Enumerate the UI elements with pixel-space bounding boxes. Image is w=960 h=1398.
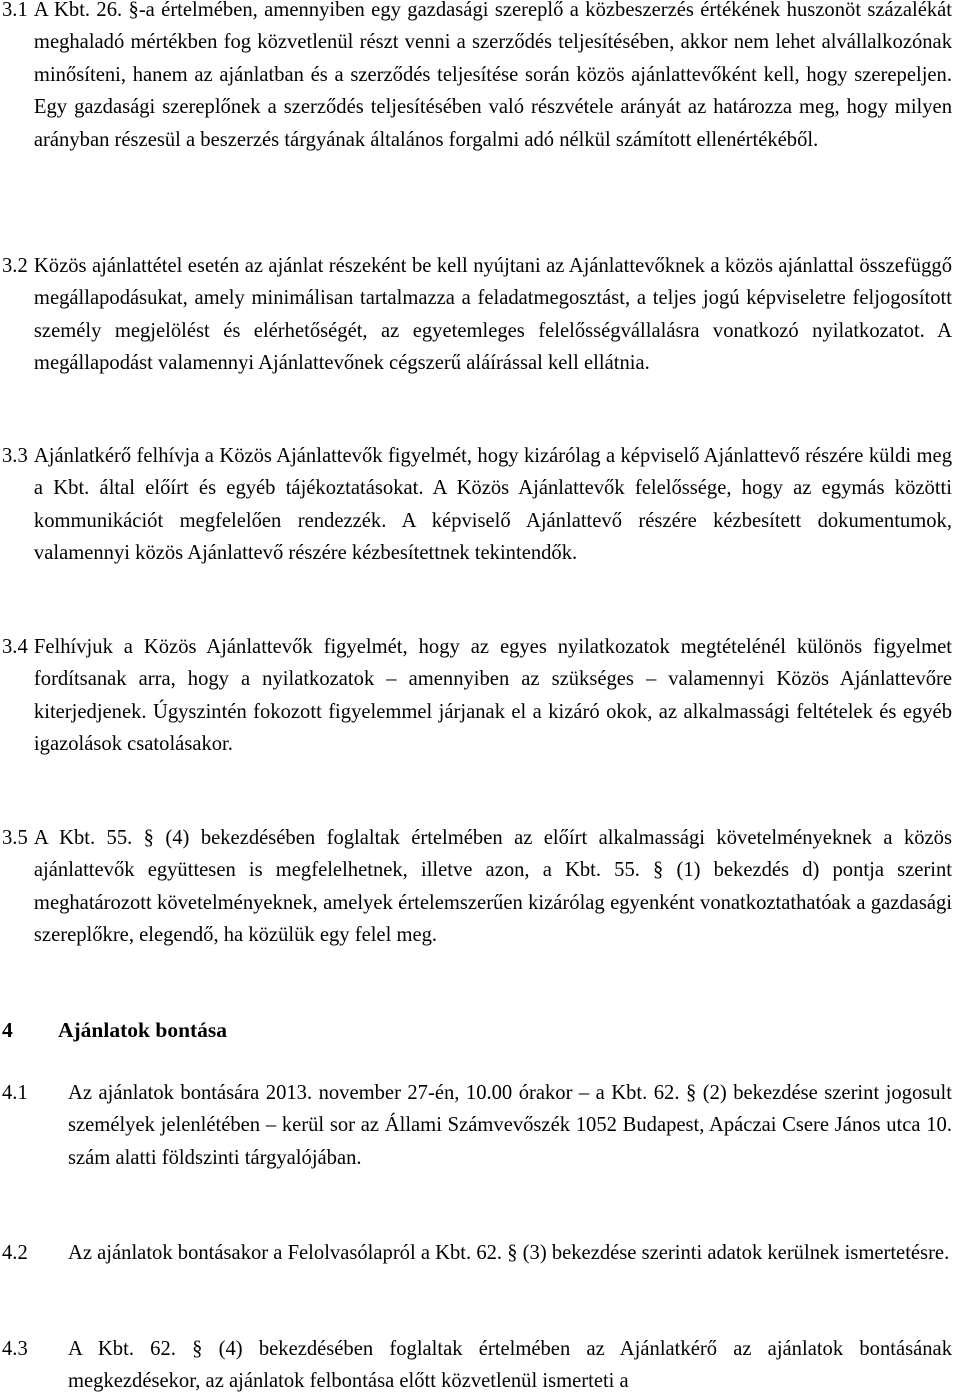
paragraph-text: A Kbt. 26. §-a értelmében, amennyiben egy gazdasági szereplő a közbeszerzés értékének huszonöt százalékát meghaladó mértékben fog közvetlenül részt venni a szerződés teljesítésében, akkor nem lehet alvállalkozónak minősíteni, hanem az ajánlatban és a szerződés teljesítése során közös ajánlattevőként kell, hogy szerepeljen. Egy gazdasági szereplőnek a szerződés teljesítésében való részvétele arányát az határozza meg, hogy milyen arányban részesül a beszerzés tárgyának általános forgalmi adó nélkül számított ellenértékéből.: [33, 0, 952, 151]
paragraph-text: Az ajánlatok bontására 2013. november 27-én, 10.00 órakor – a Kbt. 62. § (2) bekezdése szerint jogosult személyek jelenlétében – kerül sor az Állami Számvevőszék 1052 Budapest, Apáczai Csere János utca 10. szám alatti földszinti tárgyalójában.: [68, 1082, 952, 1169]
paragraph-text: Az ajánlatok bontásakor a Felolvasólapról a Kbt. 62. § (3) bekezdése szerinti adatok kerülnek ismertetésre.: [68, 1242, 950, 1264]
section-heading-4: [2, 1014, 952, 1046]
paragraph-number: 3.2: [2, 255, 28, 277]
paragraph-text: A Kbt. 62. § (4) bekezdésében foglaltak értelmében az Ajánlatkérő az ajánlatok bontásának megkezdésekor, az ajánlatok felbontása előtt közvetlenül ismerteti a: [68, 1338, 952, 1393]
paragraph-4-3: [2, 1333, 952, 1398]
paragraph-3-2: [2, 250, 952, 380]
paragraph-3-5: [2, 822, 952, 952]
paragraph-number: 3.1: [2, 0, 28, 21]
paragraph-3-4: [2, 631, 952, 761]
paragraph-3-3: [2, 440, 952, 570]
paragraph-text: Ajánlatkérő felhívja a Közös Ajánlattevők figyelmét, hogy kizárólag a képviselő Ajánlattevő részére küldi meg a Kbt. által előírt és egyéb tájékoztatásokat. A Közös Ajánlattevők felelőssége, hogy az egymás közötti kommunikációt megfelelően rendezzék. A képviselő Ajánlattevő részére kézbesített dokumentumok, valamennyi közös Ajánlattevő részére kézbesítettnek tekintendők.: [33, 445, 952, 565]
paragraph-text: Felhívjuk a Közös Ajánlattevők figyelmét, hogy az egyes nyilatkozatok megtételénél különös figyelmet fordítsanak arra, hogy a nyilatkozatok – amennyiben az szükséges – valamennyi Közös Ajánlattevőre kiterjedjenek. Úgyszintén fokozott figyelemmel járjanak el a kizáró okok, az alkalmassági feltételek és egyéb igazolások csatolásakor.: [33, 636, 952, 756]
paragraph-number: 3.4: [2, 636, 28, 658]
paragraph-4-2: [2, 1237, 952, 1269]
paragraph-number: 3.3: [2, 445, 28, 467]
paragraph-number: 4.1: [2, 1082, 28, 1104]
paragraph-number: 3.5: [2, 827, 28, 849]
section-number: 4: [2, 1018, 13, 1042]
paragraph-4-1: [2, 1077, 952, 1174]
paragraph-3-1: [2, 0, 952, 156]
paragraph-text: Közös ajánlattétel esetén az ajánlat részeként be kell nyújtani az Ajánlattevőknek a közös ajánlattal összefüggő megállapodásukat, amely minimálisan tartalmazza a feladatmegosztást, a teljes jogú képviseletre feljogosított személy megjelölést és elérhetőségét, az egyetemleges felelősségvállalásra vonatkozó nyilatkozatot. A megállapodást valamennyi Ajánlattevőnek cégszerű aláírással kell ellátnia.: [33, 255, 952, 375]
paragraph-text: A Kbt. 55. § (4) bekezdésében foglaltak értelmében az előírt alkalmassági követelményeknek a közös ajánlattevők együttesen is megfelelhetnek, illetve azon, a Kbt. 55. § (1) bekezdés d) pontja szerint meghatározott követelményeknek, amelyek értelemszerűen kizárólag egyenként vonatkoztathatóak a gazdasági szereplőkre, elegendő, ha közülük egy felel meg.: [33, 827, 952, 947]
paragraph-number: 4.2: [2, 1242, 28, 1264]
paragraph-number: 4.3: [2, 1338, 28, 1360]
section-title: Ajánlatok bontása: [58, 1018, 228, 1042]
